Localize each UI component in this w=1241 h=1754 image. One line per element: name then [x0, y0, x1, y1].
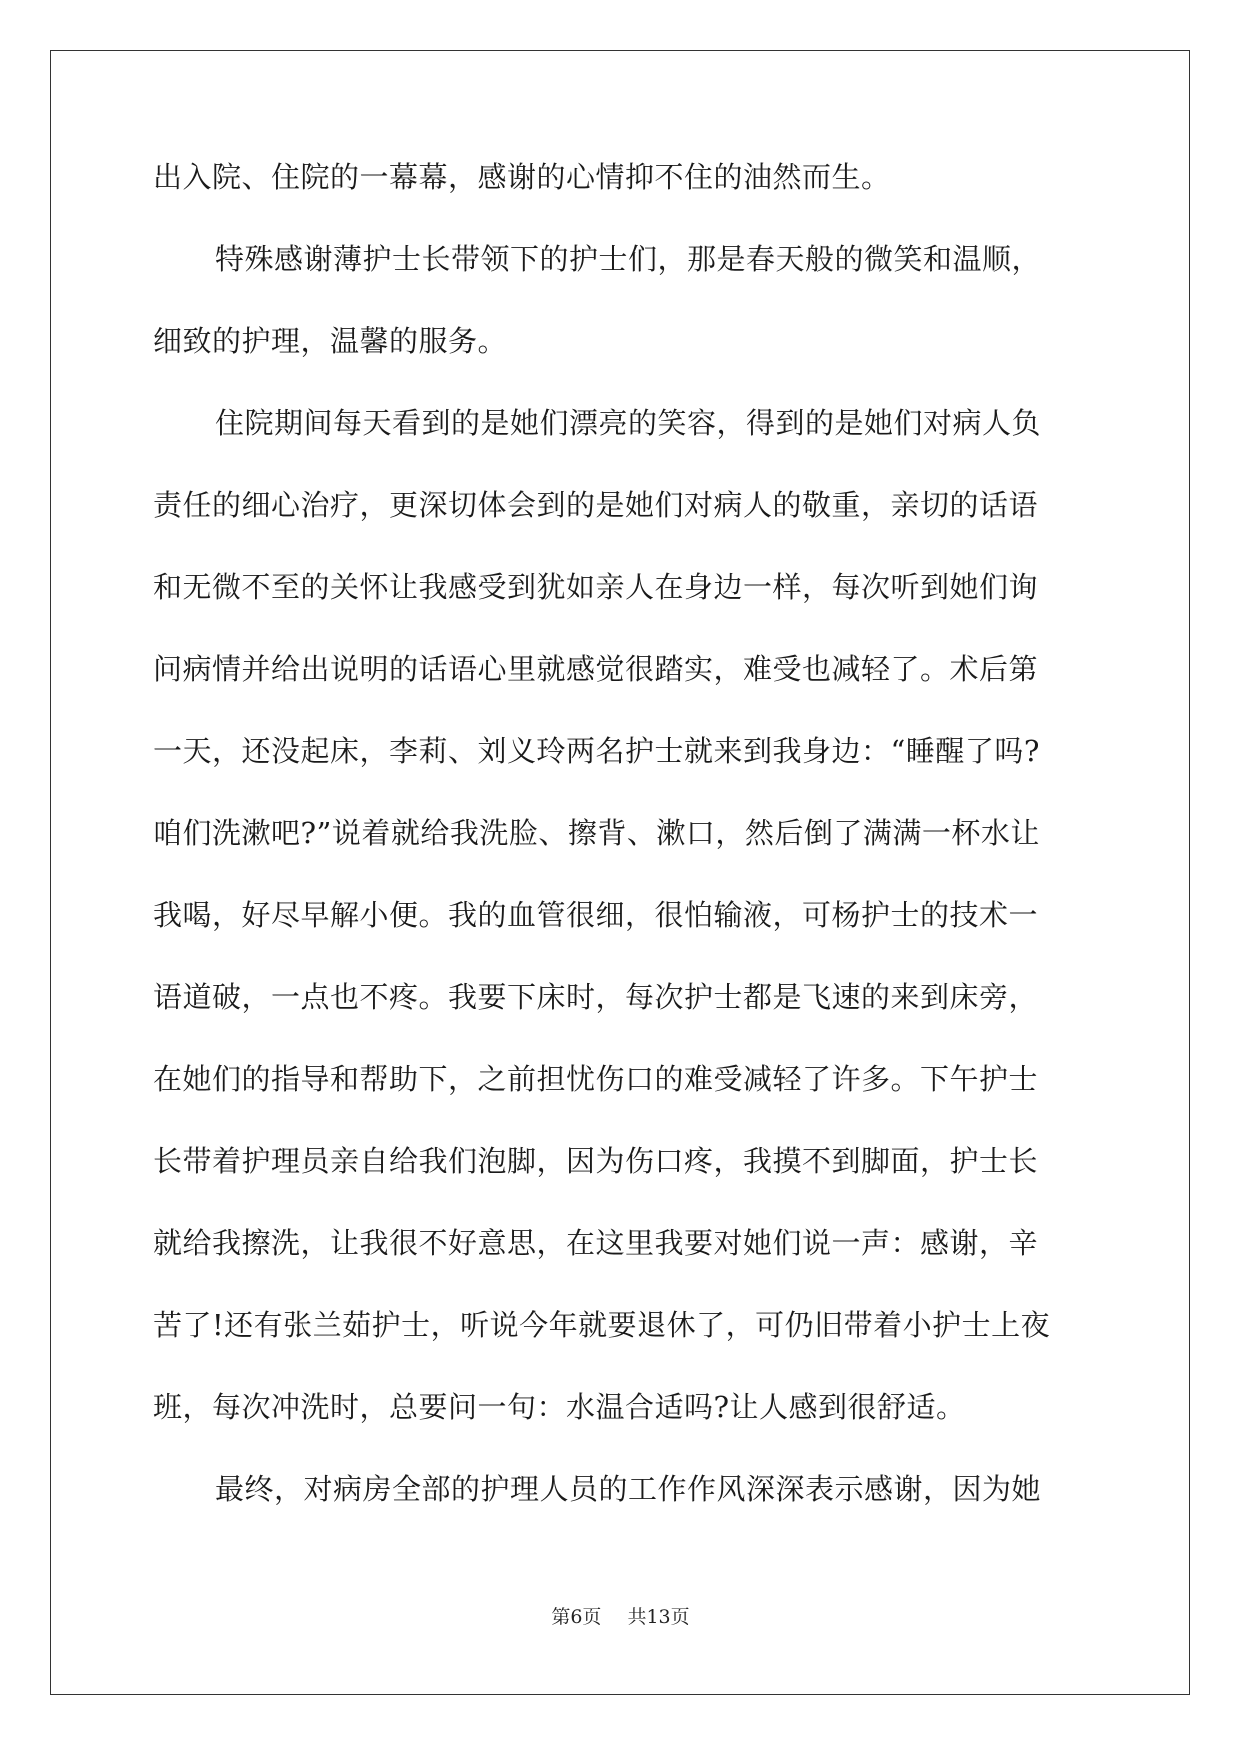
- text-line: 一天，还没起床，李莉、刘义玲两名护士就来到我身边：“睡醒了吗?: [153, 734, 1040, 768]
- text-line: 出入院、住院的一幕幕，感谢的心情抑不住的油然而生。: [153, 160, 891, 194]
- text-line: 特殊感谢薄护士长带领下的护士们，那是春天般的微笑和温顺，: [215, 242, 1042, 276]
- text-line: 在她们的指导和帮助下，之前担忧伤口的难受减轻了许多。下午护士: [153, 1062, 1039, 1096]
- text-line: 就给我擦洗，让我很不好意思，在这里我要对她们说一声：感谢，辛: [153, 1226, 1039, 1260]
- page-total: 共13页: [627, 1606, 690, 1628]
- text-line: 住院期间每天看到的是她们漂亮的笑容，得到的是她们对病人负: [215, 406, 1042, 440]
- page-number: 第6页: [551, 1606, 602, 1628]
- text-line: 问病情并给出说明的话语心里就感觉很踏实，难受也减轻了。术后第: [153, 652, 1039, 686]
- text-line: 长带着护理员亲自给我们泡脚，因为伤口疼，我摸不到脚面，护士长: [153, 1144, 1039, 1178]
- text-line: 语道破，一点也不疼。我要下床时，每次护士都是飞速的来到床旁，: [153, 980, 1039, 1014]
- document-body: [153, 158, 1093, 1552]
- text-line: 和无微不至的关怀让我感受到犹如亲人在身边一样，每次听到她们询: [153, 570, 1039, 604]
- text-line: 班，每次冲洗时，总要问一句：水温合适吗?让人感到很舒适。: [153, 1390, 966, 1424]
- text-line: 咱们洗漱吧?”说着就给我洗脸、擦背、漱口，然后倒了满满一杯水让: [153, 816, 1040, 850]
- text-line: 最终，对病房全部的护理人员的工作作风深深表示感谢，因为她: [215, 1472, 1042, 1506]
- text-line: 我喝，好尽早解小便。我的血管很细，很怕输液，可杨护士的技术一: [153, 898, 1039, 932]
- text-line: 细致的护理，温馨的服务。: [153, 324, 508, 358]
- page-footer: [0, 1602, 1241, 1629]
- text-line: 责任的细心治疗，更深切体会到的是她们对病人的敬重，亲切的话语: [153, 488, 1039, 522]
- text-line: 苦了!还有张兰茹护士，听说今年就要退休了，可仍旧带着小护士上夜: [153, 1308, 1051, 1342]
